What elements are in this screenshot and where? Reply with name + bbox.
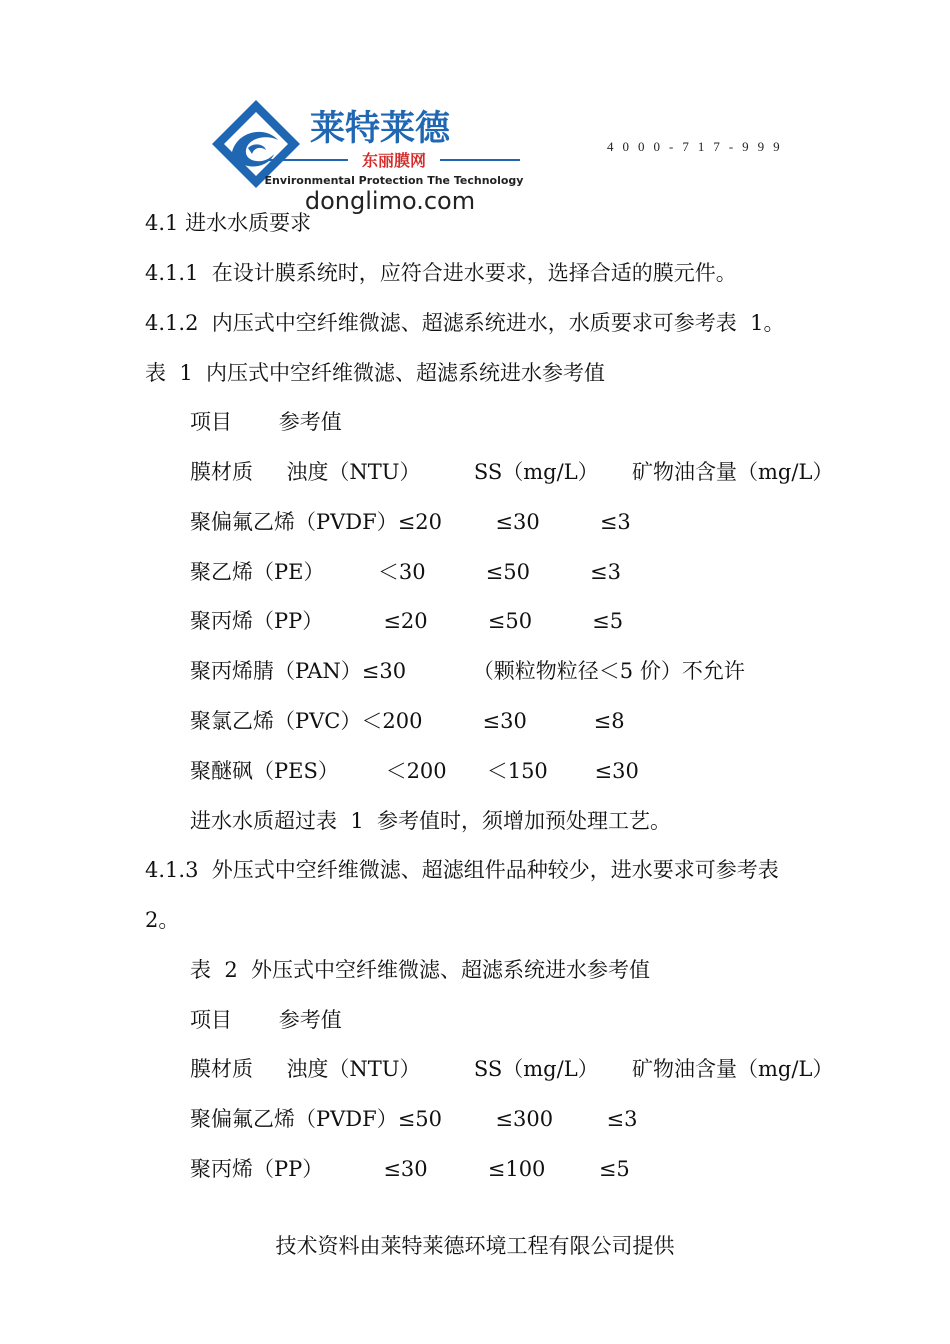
table-row: 聚偏氟乙烯（PVDF）≤20 ≤30 ≤3 — [190, 510, 631, 534]
table-row: 膜材质 浊度（NTU） SS（mg/L） 矿物油含量（mg/L） — [190, 460, 834, 484]
table-caption: 表 1 内压式中空纤维微滤、超滤系统进水参考值 — [145, 361, 606, 385]
table-row: 聚丙烯（PP） ≤20 ≤50 ≤5 — [190, 609, 624, 633]
company-logo — [208, 96, 538, 216]
paragraph-line: 4.1.1 在设计膜系统时，应符合进水要求，选择合适的膜元件。 — [145, 261, 737, 285]
table-row: 聚氯乙烯（PVC）＜200 ≤30 ≤8 — [190, 709, 625, 733]
table-row: 项目 参考值 — [190, 1008, 342, 1032]
paragraph-line: 2。 — [145, 908, 180, 932]
section-heading: 4.1 进水水质要求 — [145, 211, 312, 235]
table-row: 聚乙烯（PE） ＜30 ≤50 ≤3 — [190, 560, 622, 584]
logo-domain: donglimo.com — [304, 187, 476, 215]
table-row: 项目 参考值 — [190, 410, 342, 434]
footer-text: 技术资料由莱特莱德环境工程有限公司提供 — [275, 1234, 675, 1258]
logo-cn-name: 莱特莱德 — [310, 109, 451, 149]
table-row: 聚醚砜（PES） ＜200 ＜150 ≤30 — [190, 759, 639, 783]
logo-sub-cn: 东丽膜网 — [361, 151, 427, 170]
phone-number: 4000-717-999 — [607, 139, 789, 154]
table-caption: 表 2 外压式中空纤维微滤、超滤系统进水参考值 — [190, 958, 651, 982]
logo-tagline: Environmental Protection The Technology — [264, 174, 524, 187]
table-row: 聚偏氟乙烯（PVDF）≤50 ≤300 ≤3 — [190, 1107, 638, 1131]
table-row: 聚丙烯（PP） ≤30 ≤100 ≤5 — [190, 1157, 630, 1181]
table-row: 聚丙烯腈（PAN）≤30 （颗粒物粒径＜5 价）不允许 — [190, 659, 745, 683]
table-row: 膜材质 浊度（NTU） SS（mg/L） 矿物油含量（mg/L） — [190, 1057, 834, 1081]
paragraph-line: 4.1.2 内压式中空纤维微滤、超滤系统进水，水质要求可参考表 1。 — [145, 311, 785, 335]
paragraph-line: 4.1.3 外压式中空纤维微滤、超滤组件品种较少，进水要求可参考表 — [145, 858, 779, 882]
paragraph-line: 进水水质超过表 1 参考值时，须增加预处理工艺。 — [190, 809, 672, 833]
